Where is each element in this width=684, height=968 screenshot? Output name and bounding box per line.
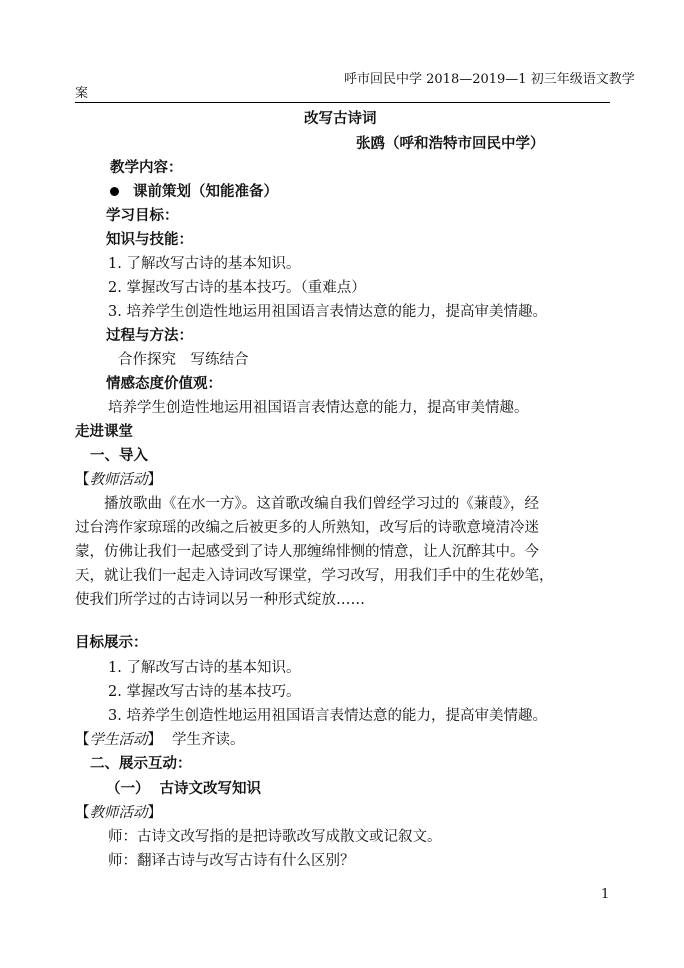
goal-item: 3. 培养学生创造性地运用祖国语言表情达意的能力，提高审美情趣。: [108, 304, 547, 320]
learning-goals-heading: 学习目标：: [106, 207, 179, 224]
header-rule: [75, 102, 610, 103]
intro-paragraph-line: 过台湾作家琼瑶的改编之后被更多的人所熟知，改写后的诗歌意境清冷迷: [75, 520, 539, 536]
planning-bullet-item: [110, 182, 278, 202]
sub-section-heading: [106, 779, 261, 799]
goal-display-item: 2. 掌握改写古诗的基本技巧。: [108, 684, 301, 700]
intro-paragraph-line: 播放歌曲《在水一方》。这首歌改编自我们曾经学习过的《蒹葭》，经: [104, 496, 539, 512]
planning-label: 课前策划（知能准备）: [133, 183, 278, 200]
sub-section-number: （一）: [106, 780, 150, 797]
part2-heading: 二、展示互动：: [90, 755, 192, 772]
teacher-line: 师：古诗文改写指的是把诗歌改写成散文或记叙文。: [108, 829, 442, 845]
header-line-1: 呼市回民中学 2018—2019—1 初三年级语文教学: [344, 72, 635, 87]
bracket-close: 】: [147, 472, 162, 488]
intro-paragraph-line: 蒙，仿佛让我们一起感受到了诗人那缠绵悱恻的情意，让人沉醉其中。今: [75, 544, 539, 560]
doc-author: 张鸥（呼和浩特市回民中学）: [356, 135, 545, 152]
bullet-icon: [110, 187, 119, 196]
student-activity-label: 学生活动: [89, 732, 148, 748]
goal-display-heading: 目标展示：: [75, 634, 148, 651]
teacher-activity-label: [75, 803, 162, 823]
teacher-activity-text: 教师活动: [89, 805, 148, 821]
header-line-2: 案: [75, 86, 89, 101]
enter-class-heading: 走进课堂: [75, 423, 133, 440]
attitude-values-heading: 情感态度价值观：: [106, 375, 222, 392]
bracket-open: 【: [75, 732, 90, 748]
goal-item: 2. 掌握改写古诗的基本技巧。（重难点）: [108, 280, 366, 296]
bracket-open: 【: [75, 472, 90, 488]
intro-paragraph-line: 天，就让我们一起走入诗词改写课堂，学习改写，用我们手中的生花妙笔，: [75, 568, 554, 584]
teacher-line: 师：翻译古诗与改写古诗有什么区别？: [108, 853, 355, 869]
teaching-content-heading: 教学内容：: [110, 159, 183, 176]
doc-title: 改写古诗词: [304, 110, 377, 127]
goal-display-item: 3. 培养学生创造性地运用祖国语言表情达意的能力，提高审美情趣。: [108, 708, 547, 724]
knowledge-skills-heading: 知识与技能：: [106, 231, 193, 248]
goal-item: 1. 了解改写古诗的基本知识。: [108, 256, 301, 272]
attitude-values-text: 培养学生创造性地运用祖国语言表情达意的能力，提高审美情趣。: [108, 400, 529, 416]
bracket-close: 】: [147, 805, 162, 821]
process-method-heading: 过程与方法：: [106, 327, 193, 344]
page-number: 1: [601, 887, 610, 902]
student-activity-text: 学生齐读。: [172, 732, 245, 748]
sub-section-title: 古诗文改写知识: [159, 780, 261, 797]
student-activity-line: [75, 730, 245, 750]
teacher-activity-text: 教师活动: [89, 472, 148, 488]
intro-paragraph-line: 使我们所学过的古诗词以另一种形式绽放……: [75, 592, 365, 608]
bracket-close: 】: [147, 732, 162, 748]
teacher-activity-label: [75, 470, 162, 490]
process-method-text: 合作探究 写练结合: [118, 352, 249, 368]
goal-display-item: 1. 了解改写古诗的基本知识。: [108, 660, 301, 676]
bracket-open: 【: [75, 805, 90, 821]
part1-heading: 一、导入: [90, 447, 148, 464]
